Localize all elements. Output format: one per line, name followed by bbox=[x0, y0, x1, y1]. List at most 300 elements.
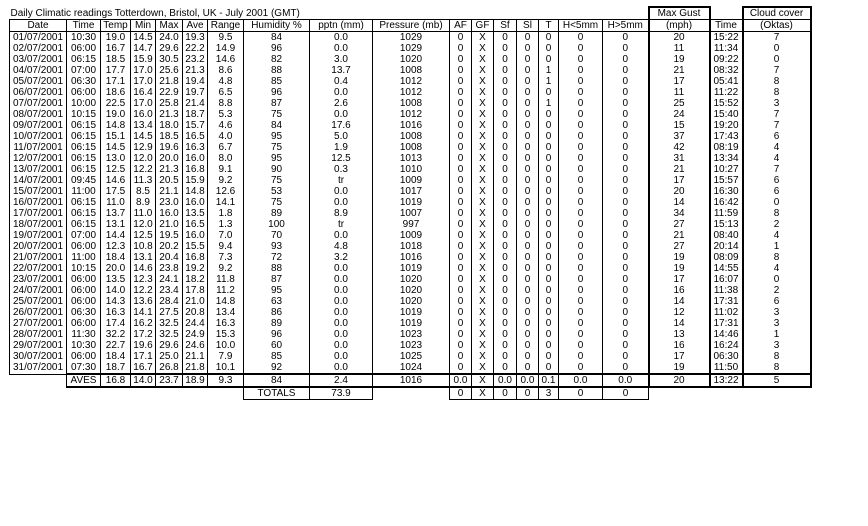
cell-gf: X bbox=[472, 98, 494, 109]
cell-sl: 0 bbox=[517, 362, 539, 374]
cell-pptn: 0.4 bbox=[310, 76, 373, 87]
cell-af: 0 bbox=[450, 252, 472, 263]
title-row bbox=[10, 7, 811, 20]
cell-range: 15.3 bbox=[208, 329, 244, 340]
spacer bbox=[649, 387, 710, 400]
cell-af: 0 bbox=[450, 296, 472, 307]
cell-h-gt-5mm: 0 bbox=[603, 285, 649, 296]
cell-gust-time: 15:40 bbox=[710, 109, 743, 120]
cell-max: 23.4 bbox=[156, 285, 183, 296]
cell-max: 23.0 bbox=[156, 197, 183, 208]
cell-range: 4.6 bbox=[208, 120, 244, 131]
cell-min: 13.4 bbox=[131, 120, 156, 131]
cell-date: 27/07/2001 bbox=[10, 318, 67, 329]
cell-sl: 0 bbox=[517, 65, 539, 76]
cell-h-gt-5mm: 0 bbox=[603, 186, 649, 197]
cell-time: 07:00 bbox=[67, 230, 101, 241]
cell-sf: 0 bbox=[494, 175, 517, 186]
cell-pptn: 0.0 bbox=[310, 197, 373, 208]
cell-ave: 15.7 bbox=[183, 120, 208, 131]
cell-gust-mph: 15 bbox=[649, 120, 710, 131]
cell-gust-mph: 20 bbox=[649, 186, 710, 197]
cell-t: 0 bbox=[539, 186, 559, 197]
cell-sl: 0 bbox=[517, 131, 539, 142]
cell-min: 13.1 bbox=[131, 252, 156, 263]
cell-h-lt-5mm: 0 bbox=[559, 131, 603, 142]
cell-gust-mph: 21 bbox=[649, 230, 710, 241]
cell-t: 0 bbox=[539, 252, 559, 263]
ave-t: 0.1 bbox=[539, 374, 559, 387]
cell-range: 1.8 bbox=[208, 208, 244, 219]
cell-time: 09:45 bbox=[67, 175, 101, 186]
cell-h-gt-5mm: 0 bbox=[603, 109, 649, 120]
cell-temp: 14.4 bbox=[101, 230, 131, 241]
cell-ave: 18.7 bbox=[183, 109, 208, 120]
ave-range: 9.3 bbox=[208, 374, 244, 387]
cell-date: 18/07/2001 bbox=[10, 219, 67, 230]
cell-range: 4.8 bbox=[208, 76, 244, 87]
cell-humidity: 95 bbox=[244, 131, 310, 142]
cell-gust-mph: 19 bbox=[649, 263, 710, 274]
ave-h-gt-5mm: 0.0 bbox=[603, 374, 649, 387]
cell-sf: 0 bbox=[494, 351, 517, 362]
cell-date: 06/07/2001 bbox=[10, 87, 67, 98]
cell-sf: 0 bbox=[494, 296, 517, 307]
cell-pptn: 0.0 bbox=[310, 318, 373, 329]
cell-min: 12.0 bbox=[131, 219, 156, 230]
cell-range: 14.1 bbox=[208, 197, 244, 208]
cell-ave: 16.8 bbox=[183, 252, 208, 263]
cell-gf: X bbox=[472, 241, 494, 252]
cell-min: 17.1 bbox=[131, 351, 156, 362]
cell-pptn: 0.0 bbox=[310, 351, 373, 362]
cell-date: 05/07/2001 bbox=[10, 76, 67, 87]
cell-humidity: 82 bbox=[244, 54, 310, 65]
cell-min: 15.9 bbox=[131, 54, 156, 65]
cell-sl: 0 bbox=[517, 43, 539, 54]
cell-h-gt-5mm: 0 bbox=[603, 296, 649, 307]
cell-gust-time: 05:41 bbox=[710, 76, 743, 87]
cell-af: 0 bbox=[450, 164, 472, 175]
cell-h-lt-5mm: 0 bbox=[559, 32, 603, 44]
cell-date: 17/07/2001 bbox=[10, 208, 67, 219]
cell-sf: 0 bbox=[494, 329, 517, 340]
cell-time: 06:00 bbox=[67, 296, 101, 307]
cell-max: 19.6 bbox=[156, 142, 183, 153]
cell-af: 0 bbox=[450, 340, 472, 351]
cell-ave: 19.2 bbox=[183, 263, 208, 274]
cell-range: 14.6 bbox=[208, 54, 244, 65]
cell-af: 0 bbox=[450, 230, 472, 241]
table-row bbox=[10, 252, 811, 263]
cell-pptn: 0.0 bbox=[310, 43, 373, 54]
cell-gust-time: 11:22 bbox=[710, 87, 743, 98]
cell-pressure: 1012 bbox=[373, 76, 450, 87]
cell-t: 0 bbox=[539, 43, 559, 54]
cell-pptn: 0.0 bbox=[310, 263, 373, 274]
cell-pptn: 0.0 bbox=[310, 329, 373, 340]
cell-range: 10.1 bbox=[208, 362, 244, 374]
cell-t: 0 bbox=[539, 120, 559, 131]
cell-range: 9.2 bbox=[208, 263, 244, 274]
cell-gust-time: 08:09 bbox=[710, 252, 743, 263]
cell-gust-mph: 31 bbox=[649, 153, 710, 164]
cell-gust-mph: 11 bbox=[649, 87, 710, 98]
total-gf: X bbox=[472, 387, 494, 400]
cell-time: 06:00 bbox=[67, 351, 101, 362]
cell-af: 0 bbox=[450, 131, 472, 142]
spacer bbox=[156, 387, 183, 400]
cell-h-lt-5mm: 0 bbox=[559, 340, 603, 351]
max-gust-header: Max Gust bbox=[649, 7, 710, 20]
table-row bbox=[10, 164, 811, 175]
cell-range: 9.1 bbox=[208, 164, 244, 175]
cell-range: 4.0 bbox=[208, 131, 244, 142]
cell-gf: X bbox=[472, 109, 494, 120]
cell-cloud-oktas: 8 bbox=[743, 351, 811, 362]
cell-date: 26/07/2001 bbox=[10, 307, 67, 318]
ave-sf: 0.0 bbox=[494, 374, 517, 387]
cell-sf: 0 bbox=[494, 153, 517, 164]
cell-cloud-oktas: 3 bbox=[743, 318, 811, 329]
cell-sl: 0 bbox=[517, 164, 539, 175]
cell-af: 0 bbox=[450, 98, 472, 109]
cell-range: 11.2 bbox=[208, 285, 244, 296]
cell-date: 25/07/2001 bbox=[10, 296, 67, 307]
cell-pressure: 1029 bbox=[373, 32, 450, 44]
cell-pptn: 0.0 bbox=[310, 296, 373, 307]
table-row bbox=[10, 43, 811, 54]
cell-sf: 0 bbox=[494, 219, 517, 230]
cell-pptn: 0.0 bbox=[310, 230, 373, 241]
cell-sl: 0 bbox=[517, 307, 539, 318]
cell-h-gt-5mm: 0 bbox=[603, 241, 649, 252]
cell-ave: 14.8 bbox=[183, 186, 208, 197]
cell-cloud-oktas: 8 bbox=[743, 362, 811, 374]
cell-temp: 18.4 bbox=[101, 252, 131, 263]
sheet-title: Daily Climatic readings Totterdown, Bristol, UK - July 2001 (GMT) bbox=[10, 7, 300, 19]
cell-cloud-oktas: 4 bbox=[743, 263, 811, 274]
cell-sl: 0 bbox=[517, 351, 539, 362]
cell-t: 0 bbox=[539, 274, 559, 285]
cell-gust-time: 10:27 bbox=[710, 164, 743, 175]
cell-gf: X bbox=[472, 131, 494, 142]
cell-h-gt-5mm: 0 bbox=[603, 263, 649, 274]
cell-date: 20/07/2001 bbox=[10, 241, 67, 252]
cell-h-gt-5mm: 0 bbox=[603, 65, 649, 76]
cell-max: 20.5 bbox=[156, 175, 183, 186]
cell-gf: X bbox=[472, 54, 494, 65]
cell-h-gt-5mm: 0 bbox=[603, 329, 649, 340]
cell-sl: 0 bbox=[517, 296, 539, 307]
cell-h-lt-5mm: 0 bbox=[559, 142, 603, 153]
cell-pressure: 1008 bbox=[373, 142, 450, 153]
cell-cloud-oktas: 3 bbox=[743, 340, 811, 351]
cell-pressure: 1020 bbox=[373, 285, 450, 296]
cell-min: 16.2 bbox=[131, 318, 156, 329]
cell-af: 0 bbox=[450, 32, 472, 44]
cell-pptn: 0.0 bbox=[310, 32, 373, 44]
table-row bbox=[10, 263, 811, 274]
cell-cloud-oktas: 0 bbox=[743, 197, 811, 208]
cell-af: 0 bbox=[450, 329, 472, 340]
averages-row bbox=[10, 374, 811, 387]
cell-min: 12.0 bbox=[131, 153, 156, 164]
cell-max: 21.3 bbox=[156, 109, 183, 120]
cell-h-lt-5mm: 0 bbox=[559, 263, 603, 274]
cell-range: 7.0 bbox=[208, 230, 244, 241]
cell-time: 06:00 bbox=[67, 87, 101, 98]
cell-range: 14.8 bbox=[208, 296, 244, 307]
table-row bbox=[10, 153, 811, 164]
cell-sl: 0 bbox=[517, 197, 539, 208]
cell-pptn: 1.9 bbox=[310, 142, 373, 153]
cell-max: 21.0 bbox=[156, 219, 183, 230]
cell-ave: 16.5 bbox=[183, 131, 208, 142]
cell-pptn: 0.0 bbox=[310, 274, 373, 285]
cell-pptn: 8.9 bbox=[310, 208, 373, 219]
table-row bbox=[10, 120, 811, 131]
cell-pressure: 1025 bbox=[373, 351, 450, 362]
cell-h-lt-5mm: 0 bbox=[559, 241, 603, 252]
cell-sf: 0 bbox=[494, 87, 517, 98]
cell-t: 0 bbox=[539, 362, 559, 374]
cell-sf: 0 bbox=[494, 186, 517, 197]
cell-pressure: 1007 bbox=[373, 208, 450, 219]
header-time: Time bbox=[67, 20, 101, 32]
cell-sl: 0 bbox=[517, 54, 539, 65]
cell-range: 16.3 bbox=[208, 318, 244, 329]
cell-min: 12.9 bbox=[131, 142, 156, 153]
cell-range: 9.2 bbox=[208, 175, 244, 186]
cell-temp: 14.8 bbox=[101, 120, 131, 131]
table-row bbox=[10, 285, 811, 296]
cell-h-lt-5mm: 0 bbox=[559, 329, 603, 340]
cell-gust-time: 15:13 bbox=[710, 219, 743, 230]
cell-ave: 16.0 bbox=[183, 230, 208, 241]
table-row bbox=[10, 65, 811, 76]
cell-t: 0 bbox=[539, 87, 559, 98]
cell-cloud-oktas: 8 bbox=[743, 208, 811, 219]
cell-gf: X bbox=[472, 87, 494, 98]
cell-t: 0 bbox=[539, 296, 559, 307]
cell-pressure: 1008 bbox=[373, 65, 450, 76]
cell-gust-time: 16:42 bbox=[710, 197, 743, 208]
cell-humidity: 84 bbox=[244, 32, 310, 44]
cell-time: 10:30 bbox=[67, 32, 101, 44]
cell-humidity: 88 bbox=[244, 263, 310, 274]
cell-cloud-oktas: 3 bbox=[743, 98, 811, 109]
cell-t: 1 bbox=[539, 76, 559, 87]
cell-cloud-oktas: 6 bbox=[743, 296, 811, 307]
cell-cloud-oktas: 4 bbox=[743, 142, 811, 153]
ave-time: AVES bbox=[67, 374, 101, 387]
cell-gust-mph: 25 bbox=[649, 98, 710, 109]
cell-ave: 16.8 bbox=[183, 164, 208, 175]
total-sl: 0 bbox=[517, 387, 539, 400]
cell-time: 06:15 bbox=[67, 197, 101, 208]
cell-max: 32.5 bbox=[156, 329, 183, 340]
cell-date: 19/07/2001 bbox=[10, 230, 67, 241]
cell-ave: 21.4 bbox=[183, 98, 208, 109]
header-sl: Sl bbox=[517, 20, 539, 32]
cell-af: 0 bbox=[450, 263, 472, 274]
cell-cloud-oktas: 7 bbox=[743, 65, 811, 76]
cell-temp: 32.2 bbox=[101, 329, 131, 340]
table-row bbox=[10, 175, 811, 186]
cell-pptn: 0.0 bbox=[310, 362, 373, 374]
cell-date: 13/07/2001 bbox=[10, 164, 67, 175]
cell-time: 10:15 bbox=[67, 109, 101, 120]
cell-ave: 24.4 bbox=[183, 318, 208, 329]
ave-h-lt-5mm: 0.0 bbox=[559, 374, 603, 387]
cell-h-gt-5mm: 0 bbox=[603, 54, 649, 65]
cell-gust-mph: 17 bbox=[649, 76, 710, 87]
ave-pptn: 2.4 bbox=[310, 374, 373, 387]
table-row bbox=[10, 362, 811, 374]
cloud-cover-header: Cloud cover bbox=[743, 7, 811, 20]
cell-temp: 16.7 bbox=[101, 43, 131, 54]
cell-date: 24/07/2001 bbox=[10, 285, 67, 296]
cell-sl: 0 bbox=[517, 186, 539, 197]
cell-sf: 0 bbox=[494, 32, 517, 44]
cell-time: 06:15 bbox=[67, 208, 101, 219]
cell-min: 17.0 bbox=[131, 98, 156, 109]
cell-max: 21.3 bbox=[156, 164, 183, 175]
cell-h-lt-5mm: 0 bbox=[559, 175, 603, 186]
cell-af: 0 bbox=[450, 76, 472, 87]
cell-sf: 0 bbox=[494, 318, 517, 329]
total-pptn: 73.9 bbox=[310, 387, 373, 400]
cell-h-lt-5mm: 0 bbox=[559, 274, 603, 285]
cell-time: 06:30 bbox=[67, 307, 101, 318]
cell-range: 8.6 bbox=[208, 65, 244, 76]
cell-h-lt-5mm: 0 bbox=[559, 307, 603, 318]
cell-temp: 13.1 bbox=[101, 219, 131, 230]
cell-gust-mph: 19 bbox=[649, 362, 710, 374]
cell-pressure: 1013 bbox=[373, 153, 450, 164]
cell-humidity: 96 bbox=[244, 329, 310, 340]
cell-sl: 0 bbox=[517, 230, 539, 241]
cell-h-gt-5mm: 0 bbox=[603, 153, 649, 164]
cell-pressure: 1019 bbox=[373, 307, 450, 318]
cell-t: 0 bbox=[539, 230, 559, 241]
cell-humidity: 89 bbox=[244, 208, 310, 219]
cell-h-gt-5mm: 0 bbox=[603, 98, 649, 109]
cell-sl: 0 bbox=[517, 285, 539, 296]
cell-max: 21.8 bbox=[156, 76, 183, 87]
cell-range: 1.3 bbox=[208, 219, 244, 230]
cell-h-lt-5mm: 0 bbox=[559, 230, 603, 241]
cell-sf: 0 bbox=[494, 285, 517, 296]
cell-gust-time: 19:20 bbox=[710, 120, 743, 131]
cell-h-lt-5mm: 0 bbox=[559, 362, 603, 374]
cell-date: 31/07/2001 bbox=[10, 362, 67, 374]
ave-gust-mph: 20 bbox=[649, 374, 710, 387]
cell-time: 06:00 bbox=[67, 43, 101, 54]
cell-humidity: 93 bbox=[244, 241, 310, 252]
cell-max: 19.5 bbox=[156, 230, 183, 241]
cell-h-gt-5mm: 0 bbox=[603, 274, 649, 285]
cell-ave: 19.4 bbox=[183, 76, 208, 87]
cell-t: 0 bbox=[539, 219, 559, 230]
cell-max: 28.4 bbox=[156, 296, 183, 307]
cell-date: 21/07/2001 bbox=[10, 252, 67, 263]
ave-af: 0.0 bbox=[450, 374, 472, 387]
cell-temp: 22.7 bbox=[101, 340, 131, 351]
cell-ave: 16.3 bbox=[183, 142, 208, 153]
cell-pptn: 0.0 bbox=[310, 109, 373, 120]
spacer bbox=[710, 387, 743, 400]
cell-humidity: 95 bbox=[244, 153, 310, 164]
cell-gf: X bbox=[472, 186, 494, 197]
cell-humidity: 72 bbox=[244, 252, 310, 263]
cell-ave: 21.3 bbox=[183, 65, 208, 76]
cell-h-gt-5mm: 0 bbox=[603, 175, 649, 186]
totals-label: TOTALS bbox=[244, 387, 310, 400]
cell-sf: 0 bbox=[494, 109, 517, 120]
cell-temp: 14.6 bbox=[101, 175, 131, 186]
cell-gf: X bbox=[472, 230, 494, 241]
spacer bbox=[183, 387, 208, 400]
header-temp: Temp bbox=[101, 20, 131, 32]
cell-gust-time: 08:19 bbox=[710, 142, 743, 153]
cell-cloud-oktas: 7 bbox=[743, 109, 811, 120]
cell-humidity: 88 bbox=[244, 65, 310, 76]
cell-t: 1 bbox=[539, 98, 559, 109]
cell-gust-mph: 17 bbox=[649, 351, 710, 362]
cell-humidity: 63 bbox=[244, 296, 310, 307]
cell-h-lt-5mm: 0 bbox=[559, 252, 603, 263]
cell-max: 27.5 bbox=[156, 307, 183, 318]
ave-pressure: 1016 bbox=[373, 374, 450, 387]
header-gf: GF bbox=[472, 20, 494, 32]
cell-h-gt-5mm: 0 bbox=[603, 120, 649, 131]
cell-date: 03/07/2001 bbox=[10, 54, 67, 65]
cell-af: 0 bbox=[450, 274, 472, 285]
cell-pressure: 1019 bbox=[373, 263, 450, 274]
cell-time: 10:15 bbox=[67, 263, 101, 274]
cell-sf: 0 bbox=[494, 307, 517, 318]
cell-gf: X bbox=[472, 285, 494, 296]
cell-temp: 22.5 bbox=[101, 98, 131, 109]
cell-gf: X bbox=[472, 307, 494, 318]
cell-h-gt-5mm: 0 bbox=[603, 252, 649, 263]
cell-gf: X bbox=[472, 351, 494, 362]
cell-gf: X bbox=[472, 153, 494, 164]
cell-af: 0 bbox=[450, 241, 472, 252]
cell-max: 30.5 bbox=[156, 54, 183, 65]
cell-pptn: 5.0 bbox=[310, 131, 373, 142]
cell-gust-time: 11:34 bbox=[710, 43, 743, 54]
header-af: AF bbox=[450, 20, 472, 32]
cell-af: 0 bbox=[450, 362, 472, 374]
cell-gust-time: 11:02 bbox=[710, 307, 743, 318]
cell-h-lt-5mm: 0 bbox=[559, 98, 603, 109]
cell-pressure: 1018 bbox=[373, 241, 450, 252]
table-row bbox=[10, 296, 811, 307]
table-row bbox=[10, 219, 811, 230]
cell-temp: 18.6 bbox=[101, 87, 131, 98]
cell-cloud-oktas: 1 bbox=[743, 329, 811, 340]
cell-gust-mph: 14 bbox=[649, 296, 710, 307]
cell-pptn: 2.6 bbox=[310, 98, 373, 109]
cell-range: 7.3 bbox=[208, 252, 244, 263]
cell-min: 8.5 bbox=[131, 186, 156, 197]
cell-pressure: 1019 bbox=[373, 318, 450, 329]
cell-max: 25.6 bbox=[156, 65, 183, 76]
cell-pptn: 13.7 bbox=[310, 65, 373, 76]
